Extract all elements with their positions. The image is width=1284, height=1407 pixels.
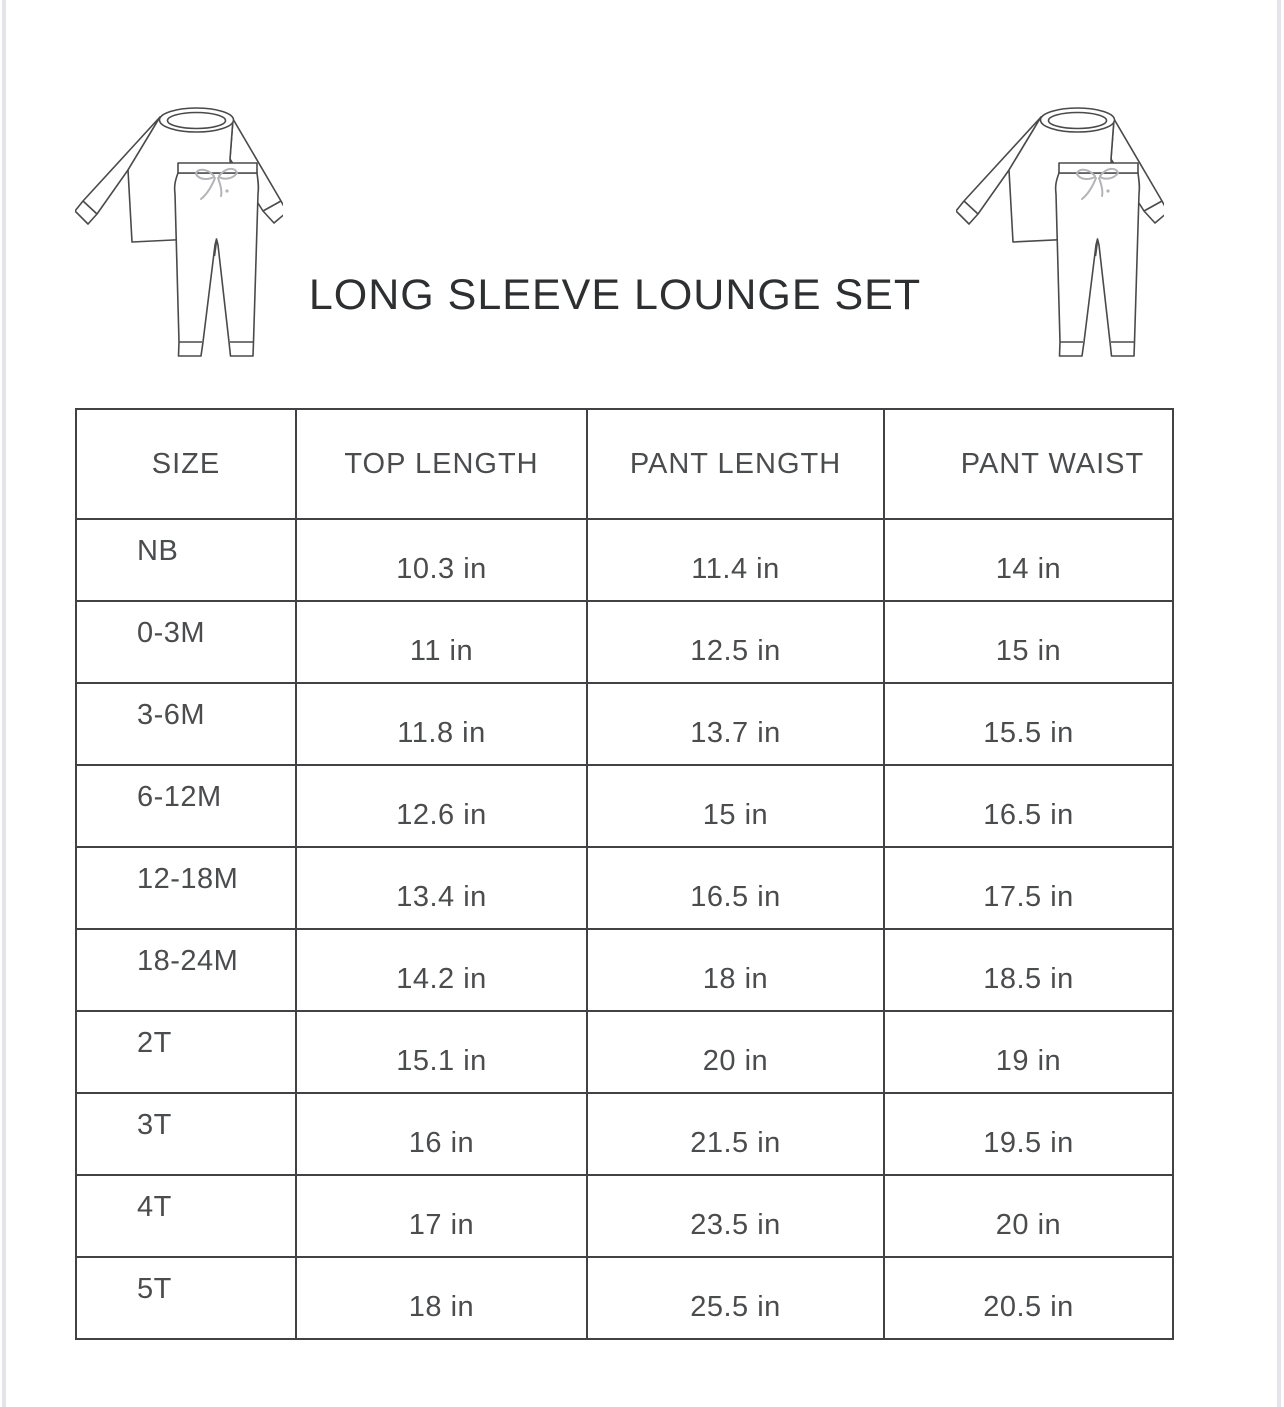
size-chart-table: [75, 408, 1174, 1340]
pant-waist-cell: 20 in: [884, 1175, 1173, 1257]
size-cell: 6-12M: [76, 765, 296, 847]
pant-length-cell: 21.5 in: [587, 1093, 884, 1175]
pant-waist-cell: 15.5 in: [884, 683, 1173, 765]
page-edge-strip-right: [1277, 0, 1281, 1407]
size-cell: 5T: [76, 1257, 296, 1339]
pant-waist-cell: 19.5 in: [884, 1093, 1173, 1175]
size-cell: 18-24M: [76, 929, 296, 1011]
table-row: [76, 601, 1173, 683]
top-length-cell: 14.2 in: [296, 929, 587, 1011]
pajama-set-illustration-right: [956, 104, 1164, 357]
top-length-cell: 10.3 in: [296, 519, 587, 601]
column-header-pant-length: PANT LENGTH: [587, 409, 884, 519]
table-row: [76, 1175, 1173, 1257]
pant-length-cell: 20 in: [587, 1011, 884, 1093]
size-cell: 3T: [76, 1093, 296, 1175]
pant-length-cell: 11.4 in: [587, 519, 884, 601]
top-length-cell: 15.1 in: [296, 1011, 587, 1093]
page-edge-strip-left: [2, 0, 6, 1407]
top-length-cell: 11 in: [296, 601, 587, 683]
size-cell: 12-18M: [76, 847, 296, 929]
table-row: [76, 847, 1173, 929]
pant-length-cell: 18 in: [587, 929, 884, 1011]
pant-waist-cell: 20.5 in: [884, 1257, 1173, 1339]
table-row: [76, 1093, 1173, 1175]
top-length-cell: 12.6 in: [296, 765, 587, 847]
table-row: [76, 1257, 1173, 1339]
pant-waist-cell: 18.5 in: [884, 929, 1173, 1011]
column-header-pant-waist: PANT WAIST: [884, 409, 1173, 519]
top-length-cell: 18 in: [296, 1257, 587, 1339]
size-cell: 0-3M: [76, 601, 296, 683]
pant-waist-cell: 14 in: [884, 519, 1173, 601]
pant-length-cell: 13.7 in: [587, 683, 884, 765]
pant-length-cell: 16.5 in: [587, 847, 884, 929]
table-row: [76, 929, 1173, 1011]
table-row: [76, 1011, 1173, 1093]
top-length-cell: 17 in: [296, 1175, 587, 1257]
top-length-cell: 11.8 in: [296, 683, 587, 765]
pant-length-cell: 12.5 in: [587, 601, 884, 683]
table-row: [76, 683, 1173, 765]
column-header-size: SIZE: [76, 409, 296, 519]
pant-length-cell: 15 in: [587, 765, 884, 847]
table-row: [76, 519, 1173, 601]
pant-length-cell: 25.5 in: [587, 1257, 884, 1339]
pant-length-cell: 23.5 in: [587, 1175, 884, 1257]
top-length-cell: 16 in: [296, 1093, 587, 1175]
column-header-top-length: TOP LENGTH: [296, 409, 587, 519]
size-cell: 4T: [76, 1175, 296, 1257]
page-title: LONG SLEEVE LOUNGE SET: [308, 271, 922, 319]
size-cell: 3-6M: [76, 683, 296, 765]
size-cell: NB: [76, 519, 296, 601]
header-row: [76, 409, 1173, 519]
size-cell: 2T: [76, 1011, 296, 1093]
pant-waist-cell: 15 in: [884, 601, 1173, 683]
pant-waist-cell: 17.5 in: [884, 847, 1173, 929]
pajama-set-illustration-left: [75, 104, 283, 357]
top-length-cell: 13.4 in: [296, 847, 587, 929]
pant-waist-cell: 16.5 in: [884, 765, 1173, 847]
pant-waist-cell: 19 in: [884, 1011, 1173, 1093]
table-row: [76, 765, 1173, 847]
